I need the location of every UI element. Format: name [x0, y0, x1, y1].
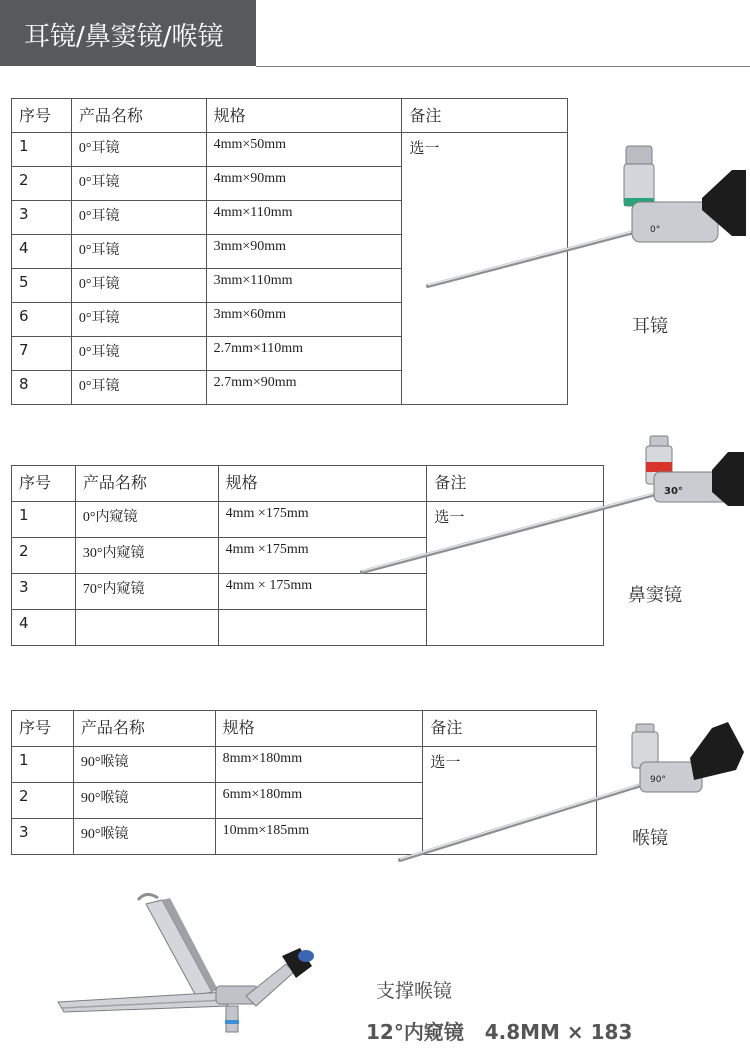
- table-header-row: [12, 99, 568, 133]
- col-header-index: 序号: [12, 466, 76, 502]
- sinus-scope-marking: 30°: [664, 486, 683, 497]
- cell-name: 0°耳镜: [71, 371, 206, 405]
- cell-name: 90°喉镜: [73, 819, 215, 855]
- sinus-scope-image: [356, 432, 750, 582]
- col-header-spec: 规格: [206, 99, 402, 133]
- cell-index: 3: [12, 819, 74, 855]
- header-divider: [256, 66, 750, 67]
- col-header-index: 序号: [12, 711, 74, 747]
- cell-index: 4: [12, 235, 72, 269]
- cell-name: 0°耳镜: [71, 303, 206, 337]
- col-header-index: 序号: [12, 99, 72, 133]
- cell-spec: 10mm×185mm: [215, 819, 423, 855]
- cell-spec: 6mm×180mm: [215, 783, 423, 819]
- cell-index: 5: [12, 269, 72, 303]
- cell-spec: 4mm ×175mm: [218, 502, 427, 538]
- cell-index: 1: [12, 747, 74, 783]
- header-bar: [0, 0, 256, 66]
- cell-spec: 4mm×110mm: [206, 201, 402, 235]
- suspension-laryngoscope-image: [50, 888, 320, 1058]
- cell-name: 70°内窥镜: [75, 574, 218, 610]
- cell-note: 选一: [402, 133, 568, 405]
- cell-index: 2: [12, 783, 74, 819]
- cell-spec: 8mm×180mm: [215, 747, 423, 783]
- cell-name: 0°内窥镜: [75, 502, 218, 538]
- cell-spec: 4mm × 175mm: [218, 574, 427, 610]
- cell-index: 4: [12, 610, 76, 646]
- col-header-name: 产品名称: [71, 99, 206, 133]
- laryngoscope-marking: 90°: [650, 775, 666, 785]
- cell-spec: 3mm×60mm: [206, 303, 402, 337]
- cell-index: 7: [12, 337, 72, 371]
- cell-name: 0°耳镜: [71, 133, 206, 167]
- cell-spec: 3mm×90mm: [206, 235, 402, 269]
- cell-name: 0°耳镜: [71, 235, 206, 269]
- cell-spec: 4mm ×175mm: [218, 538, 427, 574]
- col-header-name: 产品名称: [73, 711, 215, 747]
- cell-index: 1: [12, 133, 72, 167]
- cell-index: 2: [12, 538, 76, 574]
- support-laryngoscope-spec: 12°内窥镜 4.8MM × 183: [366, 1020, 633, 1044]
- ear-scope-label: 耳镜: [632, 316, 668, 337]
- col-header-note: 备注: [423, 711, 597, 747]
- col-header-spec: 规格: [215, 711, 423, 747]
- laryngoscope-label: 喉镜: [632, 828, 668, 849]
- cell-spec: 4mm×50mm: [206, 133, 402, 167]
- col-header-name: 产品名称: [75, 466, 218, 502]
- cell-index: 2: [12, 167, 72, 201]
- cell-name: 90°喉镜: [73, 783, 215, 819]
- cell-index: 1: [12, 502, 76, 538]
- ear-scope-image: [420, 140, 750, 300]
- page-title: 耳镜/鼻窦镜/喉镜: [24, 22, 224, 52]
- col-header-spec: 规格: [218, 466, 427, 502]
- cell-index: 8: [12, 371, 72, 405]
- cell-note: 选一: [423, 747, 597, 855]
- cell-name: 30°内窥镜: [75, 538, 218, 574]
- support-laryngoscope-label: 支撑喉镜: [376, 980, 453, 1002]
- cell-spec: 2.7mm×90mm: [206, 371, 402, 405]
- cell-spec: 3mm×110mm: [206, 269, 402, 303]
- ear-scope-marking: 0°: [650, 225, 661, 235]
- cell-note: 选一: [427, 502, 604, 646]
- sinus-scope-label: 鼻窦镜: [628, 585, 682, 606]
- cell-name: 0°耳镜: [71, 201, 206, 235]
- cell-name: 0°耳镜: [71, 337, 206, 371]
- col-header-note: 备注: [402, 99, 568, 133]
- cell-name: 0°耳镜: [71, 167, 206, 201]
- cell-index: 3: [12, 574, 76, 610]
- cell-spec: [218, 610, 427, 646]
- cell-name: 0°耳镜: [71, 269, 206, 303]
- laryngoscope-image: [394, 718, 750, 868]
- cell-name: [75, 610, 218, 646]
- cell-index: 3: [12, 201, 72, 235]
- cell-name: 90°喉镜: [73, 747, 215, 783]
- cell-index: 6: [12, 303, 72, 337]
- cell-spec: 2.7mm×110mm: [206, 337, 402, 371]
- col-header-note: 备注: [427, 466, 604, 502]
- cell-spec: 4mm×90mm: [206, 167, 402, 201]
